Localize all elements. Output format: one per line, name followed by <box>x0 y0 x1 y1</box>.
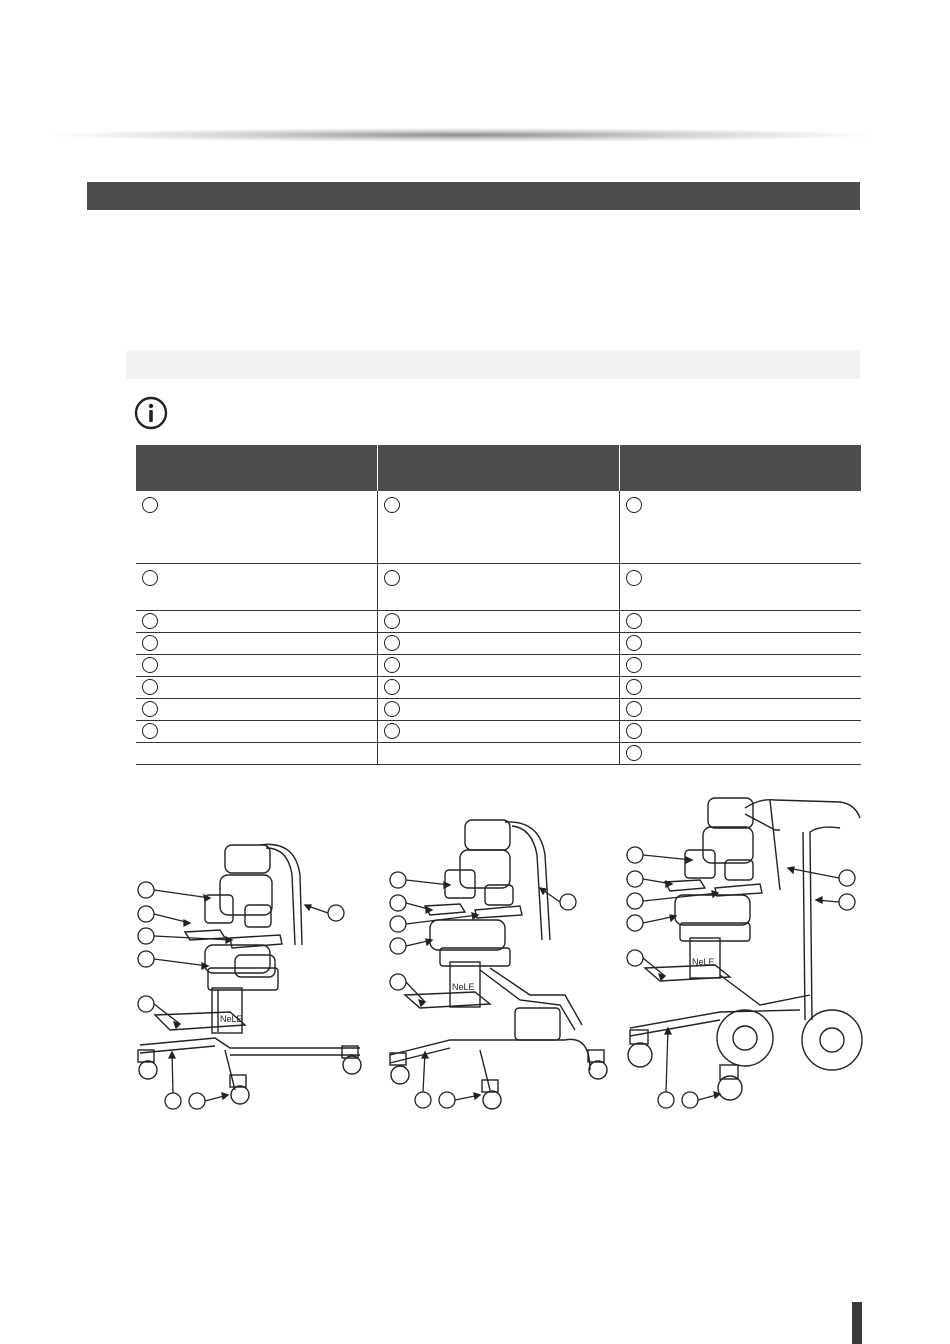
parts-table-cell <box>136 564 378 611</box>
parts-table-body <box>136 491 861 765</box>
part-number-circle <box>142 497 158 513</box>
part-number-circle <box>626 635 642 651</box>
figure-3-brand-text: NeLE <box>692 957 715 967</box>
parts-table-row <box>136 721 861 743</box>
parts-table-cell <box>378 564 620 611</box>
parts-table-row <box>136 677 861 699</box>
parts-table-cell <box>378 677 620 699</box>
subsection-heading-bar <box>126 351 860 379</box>
parts-table-cell <box>136 677 378 699</box>
parts-table-cell <box>619 721 861 743</box>
parts-table-row <box>136 564 861 611</box>
parts-table <box>136 445 861 765</box>
part-number-circle <box>626 745 642 761</box>
part-number-circle <box>384 701 400 717</box>
figure-2-adjustable-base <box>390 820 607 1109</box>
parts-table-cell <box>619 655 861 677</box>
parts-table-cell <box>136 743 378 765</box>
parts-table-row <box>136 491 861 564</box>
info-circle-icon <box>134 396 168 430</box>
parts-table-cell <box>378 743 620 765</box>
parts-table-cell <box>136 491 378 564</box>
parts-table-cell <box>378 633 620 655</box>
column-header-2 <box>378 445 620 491</box>
part-number-circle <box>384 613 400 629</box>
parts-table-cell <box>378 699 620 721</box>
part-number-circle <box>142 635 158 651</box>
parts-table-cell <box>619 564 861 611</box>
column-header-3 <box>619 445 861 491</box>
figure-1-brand-text: NeLE <box>220 1014 243 1024</box>
parts-table-cell <box>136 633 378 655</box>
part-number-circle <box>626 723 642 739</box>
product-illustrations <box>120 790 865 1120</box>
part-number-circle <box>626 679 642 695</box>
part-number-circle <box>384 497 400 513</box>
parts-table-row <box>136 699 861 721</box>
part-number-circle <box>142 723 158 739</box>
figure-1-castor-base <box>138 844 361 1104</box>
part-number-circle <box>142 613 158 629</box>
part-number-circle <box>626 497 642 513</box>
figure-2-brand-text: NeLE <box>452 982 475 992</box>
section-heading-bar <box>87 182 860 210</box>
part-number-circle <box>626 657 642 673</box>
parts-table-cell <box>619 633 861 655</box>
parts-table-cell <box>378 721 620 743</box>
part-number-circle <box>384 635 400 651</box>
parts-table-cell <box>136 611 378 633</box>
part-number-circle <box>384 723 400 739</box>
part-number-circle <box>384 657 400 673</box>
header-divider <box>55 128 870 142</box>
part-number-circle <box>142 570 158 586</box>
parts-table-header <box>136 445 861 491</box>
parts-table-cell <box>619 611 861 633</box>
parts-table-row <box>136 655 861 677</box>
figure-3-walker-frame <box>628 798 862 1100</box>
parts-table-row <box>136 743 861 765</box>
part-number-circle <box>384 570 400 586</box>
parts-table-row <box>136 611 861 633</box>
parts-table-cell <box>136 655 378 677</box>
part-number-circle <box>626 701 642 717</box>
part-number-circle <box>626 570 642 586</box>
column-header-1 <box>136 445 378 491</box>
parts-table-row <box>136 633 861 655</box>
parts-table-cell <box>136 721 378 743</box>
parts-table-cell <box>619 699 861 721</box>
page-edge-tab <box>852 1302 862 1344</box>
parts-table-cell <box>136 699 378 721</box>
part-number-circle <box>142 679 158 695</box>
parts-table-cell <box>619 677 861 699</box>
part-number-circle <box>626 613 642 629</box>
parts-table-cell <box>378 655 620 677</box>
parts-table-cell <box>619 743 861 765</box>
part-number-circle <box>142 701 158 717</box>
parts-table-cell <box>378 611 620 633</box>
parts-table-cell <box>619 491 861 564</box>
parts-table-cell <box>378 491 620 564</box>
part-number-circle <box>142 657 158 673</box>
part-number-circle <box>384 679 400 695</box>
